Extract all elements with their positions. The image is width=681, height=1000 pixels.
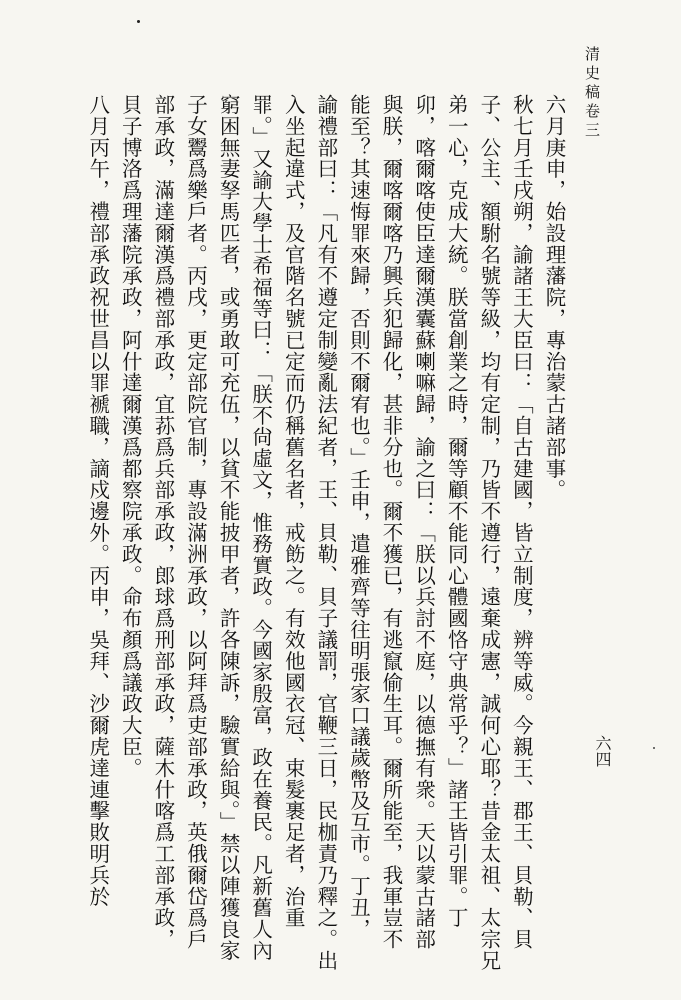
- text-column: 八月丙午，禮部承政祝世昌以罪褫職，謫戍邊外。丙申，吳拜、沙爾虎達連擊敗明兵於: [85, 94, 110, 908]
- text-column: 子、公主、額駙名號等級，均有定制，乃皆不遵行，遠棄成憲，誠何心耶？昔金太祖、太宗兄: [476, 94, 501, 972]
- text-column: 貝子博洛爲理藩院承政，阿什達爾漢爲都察院承政。命布顏爲議政大臣。: [118, 94, 143, 779]
- text-column: 秋七月壬戌朔，諭諸王大臣曰：「自古建國，皆立制度，辨等威。今親王、郡王、貝勒、貝: [509, 94, 534, 950]
- running-header-book-title: 清史稿卷三: [583, 46, 601, 141]
- text-column: 部承政，滿達爾漢爲禮部承政，宜荪爲兵部承政，郎球爲刑部承政，薩木什喀爲工部承政，: [150, 94, 175, 950]
- page-number: 六四: [593, 735, 612, 767]
- text-column: 能至？其速悔罪來歸，否則不爾宥也。」壬申，遣雅齊等往明張家口議歲幣及互市。丁丑，: [346, 94, 371, 940]
- ink-speck: [137, 20, 140, 23]
- text-column: 與朕，爾喀爾喀乃興兵犯歸化，甚非分也。爾不獲已，有逃竄偷生耳。爾所能至，我軍豈不: [379, 94, 404, 950]
- text-column: 六月庚申，始設理藩院，專治蒙古諸部事。: [542, 94, 566, 501]
- vertical-text-body: [85, 94, 570, 972]
- text-column: 卯，喀爾喀使臣達爾漢囊蘇喇嘛歸，諭之曰：「朕以兵討不庭，以德撫有衆。天以蒙古諸部: [411, 94, 436, 950]
- text-column: 諭禮部曰：「凡有不遵定制變亂法紀者，王、貝勒、貝子議罰，官鞭三日，民枷責乃釋之。出: [313, 94, 338, 972]
- ink-speck: [653, 747, 655, 749]
- text-column: 入坐起違式，及官階名號已定而仍稱舊名者，戒飭之。有效他國衣冠、束髮裹足者，治重: [281, 94, 306, 929]
- text-column: 子女鬻爲樂戶者。丙戌，更定部院官制，專設滿洲承政，以阿拜爲吏部承政，英俄爾岱爲戶: [183, 94, 208, 950]
- text-column: 窮困無妻孥馬匹者，或勇敢可充伍，以貧不能披甲者，許各陳訴，驗實給與。」禁以陣獲良家: [216, 94, 241, 962]
- text-column: 弟一心，克成大統。朕當創業之時，爾等顧不能同心體國恪守典常乎？」諸王皆引罪。丁: [444, 94, 469, 929]
- text-column: 罪。」又諭大學士希福等曰：「朕不尙虛文，惟務實政。今國家殷富，政在養民。凡新舊人內: [248, 94, 273, 962]
